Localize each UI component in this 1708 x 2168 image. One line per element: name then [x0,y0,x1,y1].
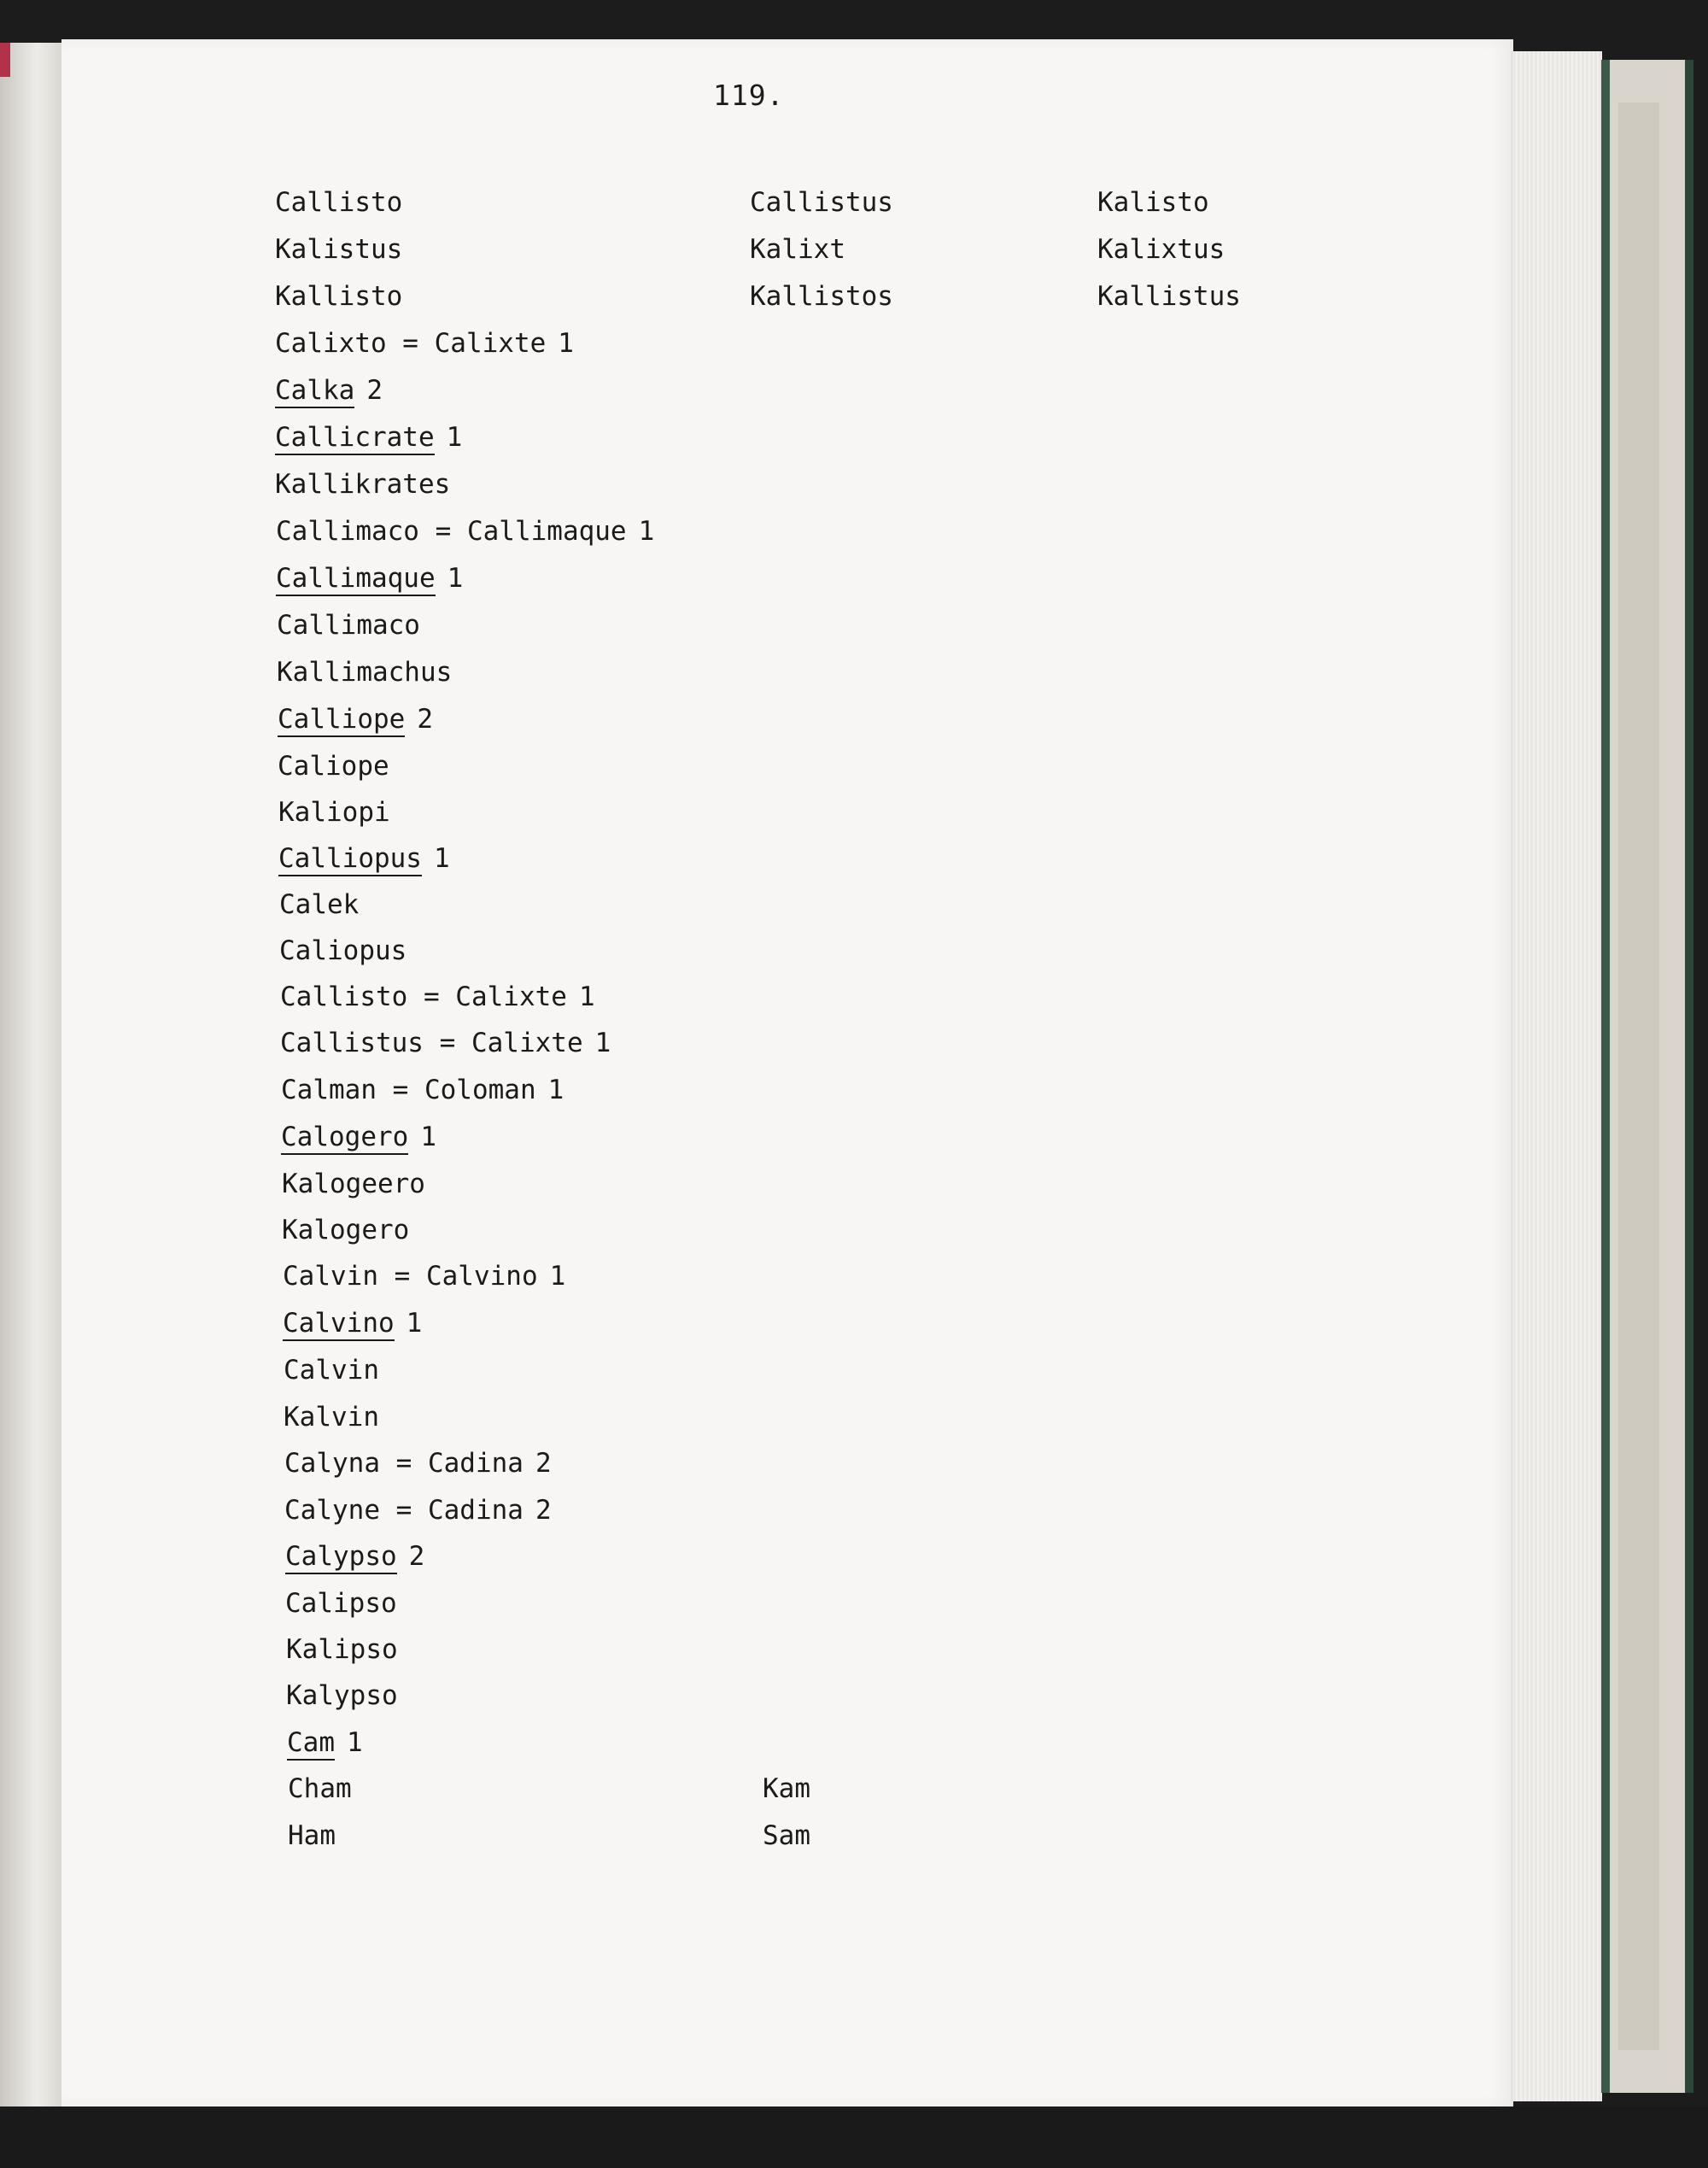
entry-row [283,1260,565,1292]
bookmark-ribbon [0,43,10,77]
variant-entry: Kallistus [1097,281,1241,312]
variant-entry: Kam [763,1773,810,1804]
entry-row [278,842,450,875]
entry-row [282,1214,409,1246]
entry-row [281,1121,436,1153]
entry-volume-number: 1 [558,328,574,359]
entry-name: Kallikrates [275,469,451,500]
entry-row [280,981,595,1013]
entry-name: Callimaco = Callimaque [276,516,627,547]
page-number: 119. [713,79,785,112]
entry-row [282,1168,425,1200]
entry-row [276,515,654,548]
entry-name: Kalogero [282,1215,410,1245]
variant-entry: Kalisto [1097,187,1209,218]
entry-name: Kalistus [275,234,403,265]
entry-row [287,1726,363,1759]
cover-inner-panel [1618,103,1659,2050]
entry-name: Calixto = Calixte [275,328,547,359]
entry-name: Calvin = Calvino [283,1261,538,1292]
entry-volume-number: 1 [578,981,595,1012]
entry-row [275,468,450,501]
entry-name: Calvin [284,1355,379,1386]
entry-volume-number: 1 [347,1727,363,1758]
entry-volume-number: 2 [535,1495,552,1526]
entry-volume-number: 2 [417,704,433,735]
entry-row [278,750,389,782]
entry-name-underlined: Calvino [283,1308,395,1341]
entry-volume-number: 1 [447,563,464,594]
entry-name: Calyna = Cadina [284,1448,524,1479]
entry-volume-number: 1 [547,1075,564,1105]
entry-name-underlined: Calogero [281,1122,408,1155]
entry-row [275,421,462,454]
entry-volume-number: 1 [549,1261,566,1292]
entry-row [284,1494,552,1526]
entry-row [278,796,390,829]
entry-name: Kallisto [275,281,403,312]
variant-entry: Kallistos [750,281,893,312]
entry-volume-number: 1 [420,1122,436,1152]
entry-name: Callisto [275,187,403,218]
entry-row [285,1540,424,1573]
entry-row [278,703,433,735]
entry-name: Caliopus [279,935,407,966]
entry-volume-number: 2 [535,1448,552,1479]
entry-name: Calek [279,889,360,920]
entry-name: Callistus = Calixte [280,1028,583,1058]
entry-name: Kalvin [284,1402,379,1433]
entry-name-underlined: Callicrate [275,422,435,455]
entry-name: Kallimachus [277,657,453,688]
entry-name: Kalogeero [282,1169,425,1199]
entry-name: Callisto = Calixte [280,981,567,1012]
variant-entry: Kalixt [750,234,845,265]
background-shadow [0,2106,1708,2168]
entry-name-underlined: Calka [275,375,354,408]
entry-name-underlined: Calliope [278,704,405,737]
entry-row [284,1401,379,1433]
entry-volume-number: 1 [446,422,463,453]
entry-volume-number: 2 [408,1541,425,1572]
entry-row [283,1307,422,1339]
entry-name: Cham [288,1773,352,1804]
entry-name: Calipso [285,1588,397,1619]
entry-name: Callimaco [277,610,420,641]
entry-name: Ham [288,1820,336,1851]
entry-row [279,935,407,967]
entry-row [275,233,402,266]
entry-row [279,888,359,921]
previous-page-edge [0,43,63,2127]
page-stack-edge [1512,51,1602,2101]
entry-row [285,1587,397,1620]
entry-name: Calyne = Cadina [284,1495,524,1526]
entry-name-underlined: Calliopus [278,843,422,876]
entry-name: Kalipso [286,1634,398,1665]
entry-row [277,656,452,688]
entry-volume-number: 2 [366,375,383,406]
entry-name: Kaliopi [278,797,390,828]
entry-name: Caliope [278,751,389,782]
entry-name-underlined: Calypso [285,1541,397,1574]
entry-name-underlined: Cam [287,1727,335,1761]
entry-volume-number: 1 [433,843,450,874]
entry-row [280,1027,611,1059]
entry-volume-number: 1 [406,1308,423,1339]
entry-row [281,1074,564,1106]
entry-name-underlined: Callimaque [276,563,436,596]
variant-entry: Kalixtus [1097,234,1225,265]
entry-row [275,374,383,407]
entry-row [286,1633,398,1666]
entry-row [284,1447,552,1480]
entry-row [275,280,402,313]
entry-row [288,1772,352,1805]
entry-name: Kalypso [286,1680,398,1711]
entry-name: Calman = Coloman [281,1075,536,1105]
variant-entry: Sam [763,1820,810,1851]
entry-row [275,327,574,360]
entry-row [275,186,402,219]
entry-volume-number: 1 [638,516,655,547]
entry-row [286,1679,398,1712]
entry-row [276,562,463,595]
entry-row [288,1819,336,1852]
entry-row [284,1354,379,1386]
variant-entry: Callistus [750,187,893,218]
entry-volume-number: 1 [594,1028,611,1058]
entry-row [277,609,420,642]
